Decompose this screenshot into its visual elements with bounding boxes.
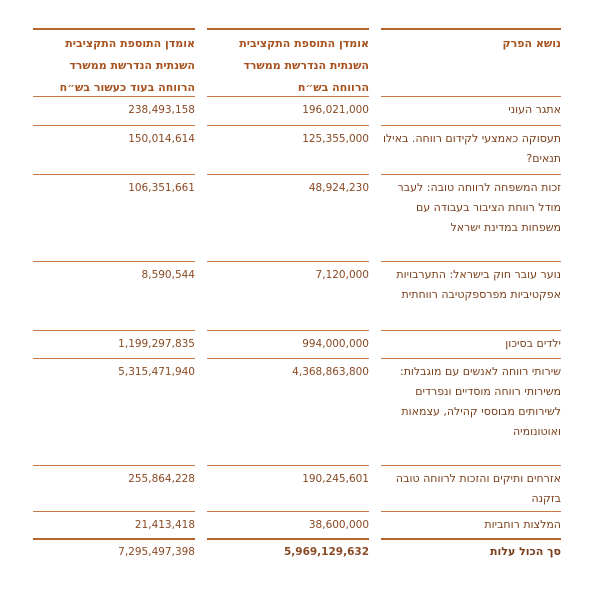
row-required: 196,021,000 (302, 104, 369, 116)
row-rule (33, 174, 195, 175)
row-estimate: 255,864,228 (128, 473, 195, 485)
header-estimate: אומדן התוספת התקציבית השנתית הנדרשת ממשרד הרווחה בעוד כעשור בש״ח (59, 37, 195, 94)
row-estimate: 150,014,614 (128, 133, 195, 145)
row-rule (207, 358, 369, 359)
total-rule (33, 538, 195, 540)
row-rule (207, 330, 369, 331)
row-rule (381, 261, 561, 262)
total-estimate: 7,295,497,398 (118, 546, 195, 558)
total-rule (207, 538, 369, 540)
header-top-rule (207, 28, 369, 30)
row-rule (207, 465, 369, 466)
total-required: 5,969,129,632 (283, 546, 369, 558)
row-rule (207, 96, 369, 97)
row-required: 7,120,000 (315, 269, 369, 281)
row-rule (381, 465, 561, 466)
row-rule (381, 96, 561, 97)
row-topic: תעסוקה כאמצעי לקידום רווחה. באילו תנאים? (382, 132, 561, 165)
row-topic: ילדים בסיכון (505, 337, 561, 350)
row-estimate: 238,493,158 (128, 104, 195, 116)
row-topic: נוער עובר חוק בישראל: התערבויות אפקטיביות מפרספקטיבה רווחתית (396, 268, 561, 301)
total-topic: סך הכול עלות (490, 545, 561, 558)
row-topic: אזרחים ותיקים והזכות לרווחה טובה בזקנה (395, 472, 561, 505)
header-required: אומדן התוספת התקציבית השנתית הנדרשת ממשרד הרווחה בש״ח (239, 37, 369, 94)
row-rule (381, 125, 561, 126)
header-top-rule (381, 28, 561, 30)
total-rule (381, 538, 561, 540)
row-rule (207, 261, 369, 262)
row-rule (33, 125, 195, 126)
row-topic: המלצות רוחביות (484, 518, 561, 531)
row-rule (207, 174, 369, 175)
row-rule (207, 125, 369, 126)
row-rule (33, 465, 195, 466)
row-rule (33, 261, 195, 262)
row-required: 994,000,000 (302, 338, 369, 350)
row-estimate: 21,413,418 (134, 519, 195, 531)
row-required: 125,355,000 (302, 133, 369, 145)
row-topic: זכות המשפחה לרווחה טובה: לעבר מודל רווחת הציבור בעבודה עם משפחות במדינת ישראל (397, 181, 561, 234)
row-rule (207, 511, 369, 512)
row-rule (33, 330, 195, 331)
row-estimate: 106,351,661 (128, 182, 195, 194)
row-rule (381, 330, 561, 331)
row-topic: שירותי רווחה לאנשים עם מוגבלות: משירותי רווחה מוסדיים ונפרדים לשירותים מבוססי קהילה, עצמאות ואוטונומיה (399, 365, 561, 438)
row-rule (381, 174, 561, 175)
row-required: 38,600,000 (308, 519, 369, 531)
row-rule (33, 358, 195, 359)
header-top-rule (33, 28, 195, 30)
row-estimate: 1,199,297,835 (118, 338, 195, 350)
row-rule (381, 511, 561, 512)
row-required: 48,924,230 (308, 182, 369, 194)
header-topic: נושא הפרק (502, 37, 561, 50)
row-rule (33, 96, 195, 97)
row-rule (33, 511, 195, 512)
row-estimate: 5,315,471,940 (118, 366, 195, 378)
row-required: 4,368,863,800 (292, 366, 369, 378)
row-topic: אתגר העוני (508, 103, 561, 116)
row-rule (381, 358, 561, 359)
row-required: 190,245,601 (302, 473, 369, 485)
row-estimate: 8,590,544 (141, 269, 195, 281)
